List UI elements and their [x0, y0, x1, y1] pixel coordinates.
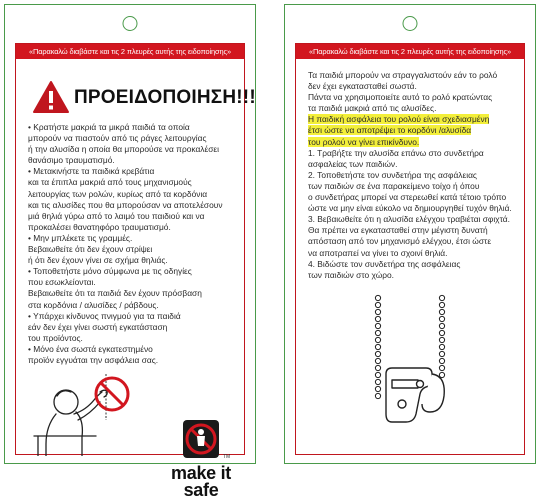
highlighted-instruction-line: Η παιδική ασφάλεια του ρολού είναι σχεδιασμένη [308, 114, 490, 125]
red-border-frame [15, 43, 256, 500]
warning-triangle-icon [32, 80, 70, 114]
svg-text:TM: TM [223, 454, 231, 460]
instruction-line: ή ότι δεν έχουν γίνει σε σχήμα θηλιάς. [28, 255, 168, 266]
instruction-line: Βεβαιωθείτε ότι δεν έχουν στρίψει [28, 244, 153, 255]
instruction-line: προϊόν εγγυάται την ασφάλεια σας. [28, 354, 159, 365]
instruction-line: θανάσιμο τραυματισμό. [28, 155, 115, 166]
warning-card-front [4, 4, 256, 500]
instruction-line: • Μην μπλέκετε τις γραμμές. [28, 232, 133, 243]
highlighted-instruction-line: έτσι ώστε να αποτρέψει το κορδόνι /αλυσίδα [308, 125, 472, 136]
instruction-line: προκαλέσει θανατηφόρο τραυματισμό. [28, 221, 171, 232]
instruction-line: μιά θηλιά γύρω από το λαιμό του παιδιού και να [28, 210, 205, 221]
instruction-line: και τα έπιπλα μακριά από τους μηχανισμούς [28, 177, 192, 188]
child-safety-badge-icon [161, 418, 241, 460]
instruction-line: 3. Βεβαιωθείτε ότι η αλυσίδα ελέγχου τραβιέται σφιχτά. [308, 214, 510, 225]
instruction-line: δεν έχει εγκατασταθεί σωστά. [308, 81, 417, 92]
instruction-line: μπορούν να πιαστούν από τις ράγες λειτουργίας [28, 133, 207, 144]
read-both-sides-banner: «Παρακαλώ διαβάστε και τις 2 πλευρές αυτής της ειδοποίησης» [296, 44, 524, 59]
logo-text-line2: safe [183, 480, 219, 500]
instruction-line: ώστε να μην είναι εύκολο να δημιουργηθεί τυχόν θηλιά. [308, 203, 512, 214]
warning-title: ΠΡΟΕΙΔΟΠΟΙΗΣΗ!!! [74, 87, 256, 108]
instruction-line: να αποτραπεί να γίνει το σχοινί θηλιά. [308, 247, 448, 258]
installation-instructions [308, 70, 523, 281]
instruction-line: • Κρατήστε μακριά τα μικρά παιδιά τα οποία [28, 122, 190, 132]
instruction-line: 4. Βιδώστε τον συνδετήρα της ασφάλειας [308, 258, 461, 269]
instruction-line: Πάντα να χρησιμοποιείτε αυτό το ρολό κρατώντας [308, 92, 493, 103]
instruction-line: εάν δεν έχει γίνει σωστή εγκατάσταση [28, 321, 168, 332]
instruction-line: ή την αλυσίδα η οποία θα μπορούσε να προκαλέσει [28, 144, 219, 155]
chain-safety-clip-illustration [356, 294, 476, 454]
prohibition-sign-icon [96, 378, 128, 410]
instruction-line: και τις αλυσίδες που θα μπορούσαν να αποτελέσουν [28, 199, 223, 210]
instruction-line: 1. Τραβήξτε την αλυσίδα επάνω στο συνδετήρα [308, 147, 484, 158]
instruction-line: στα κορδόνια / αλυσίδες / ράβδους. [28, 299, 159, 310]
instruction-line: που εσωκλείονται. [28, 277, 96, 288]
instruction-line: των παιδιών στο χώρο. [308, 269, 394, 280]
instruction-line: Τα παιδιά μπορούν να στραγγαλιστούν εάν το ρολό [308, 70, 498, 80]
highlighted-instruction-line: του ρολού να γίνει επικίνδυνο. [308, 136, 420, 147]
instruction-line: τα παιδιά μακριά από τις αλυσίδες. [308, 103, 437, 114]
instruction-line: • Τοποθετήστε μόνο σύμφωνα με τις οδηγίες [28, 266, 192, 277]
instruction-line: των παιδιών σε ένα παρακείμενο τοίχο ή όπου [308, 180, 480, 191]
instruction-line: ο συνδετήρας μπορεί να στερεωθεί κατά τέτοιο τρόπο [308, 192, 507, 203]
child-reaching-cord-illustration [26, 374, 161, 456]
red-border-frame [295, 43, 525, 455]
read-both-sides-banner: «Παρακαλώ διαβάστε και τις 2 πλευρές αυτής της ειδοποίησης» [16, 44, 244, 59]
instruction-line: του προϊόντος. [28, 332, 83, 343]
logo-text-line1: make it [171, 463, 231, 483]
hang-hole [403, 16, 418, 31]
instruction-line: ασφαλείας των παιδιών. [308, 158, 398, 169]
instruction-line: • Μόνο ένα σωστά εγκατεστημένο [28, 343, 153, 354]
warning-heading [32, 80, 256, 118]
instruction-line: απόσταση από τον μηχανισμό ελέγχου, έτσι ώστε [308, 236, 492, 247]
instruction-line: • Μετακινήστε τα παιδικά κρεβάτια [28, 166, 155, 177]
hang-hole [123, 16, 138, 31]
warning-card-back [284, 4, 536, 464]
instruction-line: 2. Τοποθετήστε τον συνδετήρα της ασφάλειας [308, 169, 477, 180]
instruction-line: • Υπάρχει κίνδυνος πνιγμού για τα παιδιά [28, 310, 181, 321]
instruction-line: Θα πρέπει να εγκατασταθεί στην μέγιστη δυνατή [308, 225, 488, 236]
instruction-line: Βεβαιωθείτε ότι τα παιδιά δεν έχουν πρόσβαση [28, 288, 202, 299]
instruction-line: λειτουργίας των ρολών, κυρίως από τα κορδόνια [28, 188, 208, 199]
make-it-safe-logo [161, 418, 241, 499]
warning-instructions [28, 122, 243, 366]
